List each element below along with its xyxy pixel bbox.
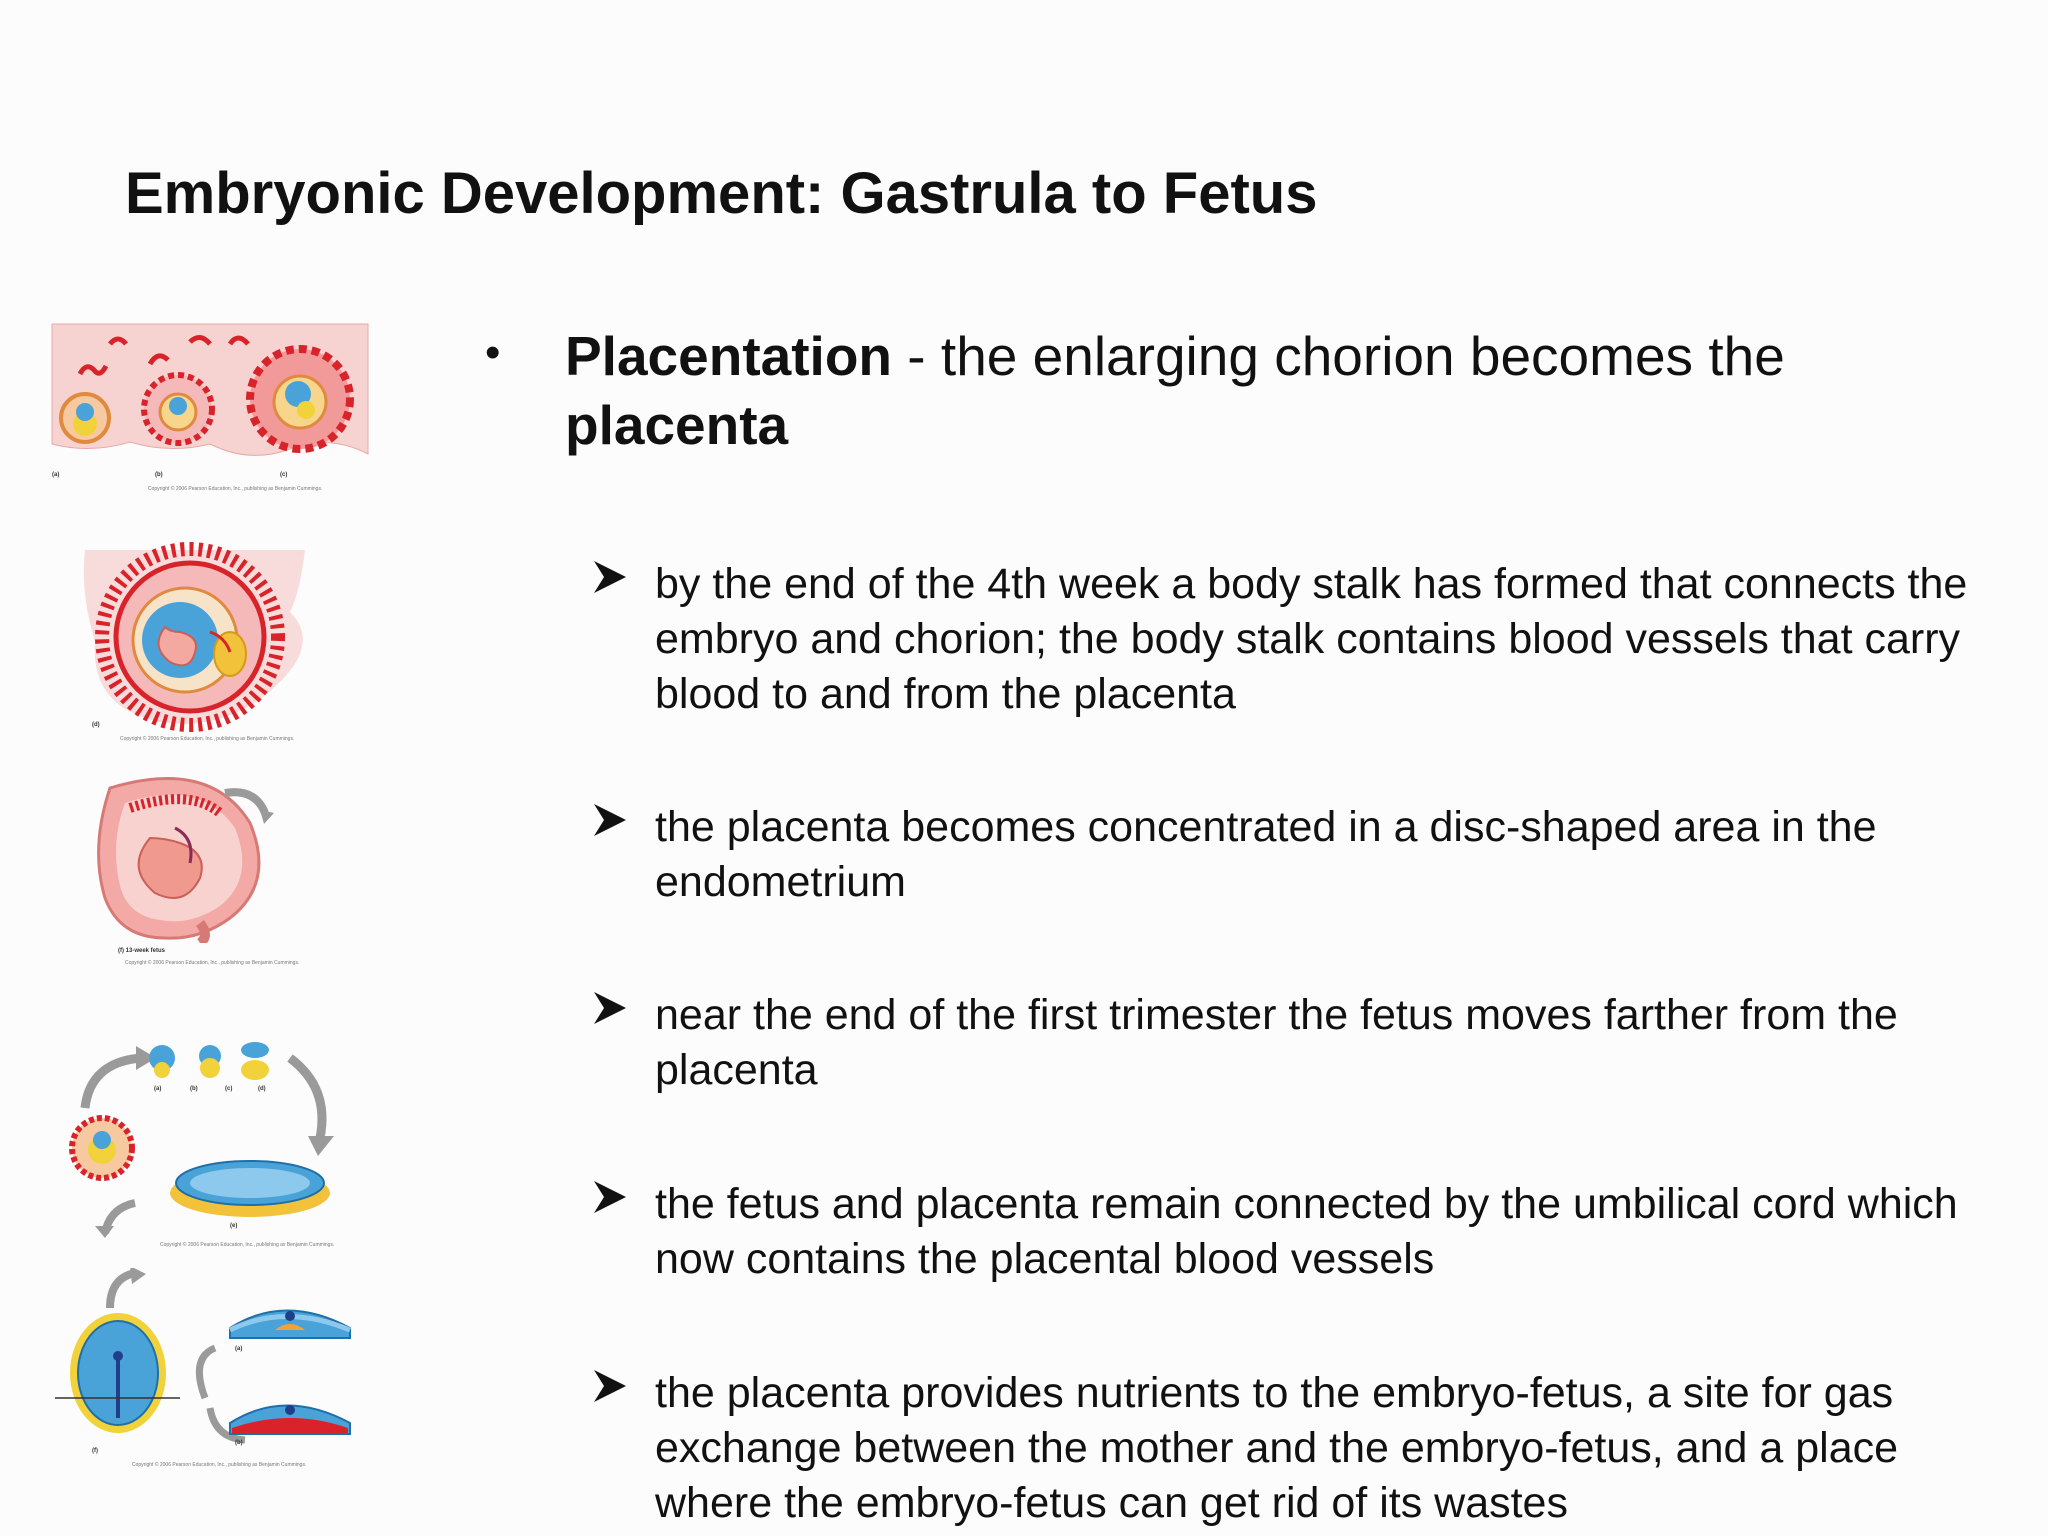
term-placenta: placenta bbox=[565, 394, 789, 456]
arrowhead-bullet-icon bbox=[590, 800, 630, 840]
sub-bullet-text: by the end of the 4th week a body stalk has formed that connects the embryo and chorion; the body stalk contains blood vessels that carry blood to and from the placenta bbox=[655, 560, 1968, 718]
main-bullet bbox=[480, 322, 1980, 460]
figure-label-b: (b) bbox=[235, 1440, 243, 1446]
figure-label-a: (a) bbox=[154, 1086, 162, 1092]
figure-implantation-stages bbox=[50, 314, 370, 492]
chorion-embryo-illustration bbox=[50, 532, 330, 732]
implantation-illustration bbox=[50, 314, 370, 464]
figure-column bbox=[50, 300, 390, 1530]
fetus-uterus-illustration bbox=[50, 768, 290, 943]
arrowhead-bullet-icon bbox=[590, 1366, 630, 1406]
slide-title: Embryonic Development: Gastrula to Fetus bbox=[125, 161, 1318, 226]
figure-label-c: (c) bbox=[280, 472, 288, 478]
main-bullet-text: - the enlarging chorion becomes the bbox=[892, 325, 1785, 387]
figure-copyright: Copyright © 2006 Pearson Education, Inc., publishing as Benjamin Cummings. bbox=[120, 736, 295, 742]
figure-label-a: (a) bbox=[235, 1346, 243, 1352]
figure-label-c: (c) bbox=[225, 1086, 233, 1092]
figure-neural-development bbox=[50, 1268, 370, 1468]
figure-label-d: (d) bbox=[92, 722, 100, 728]
bullet-dot: • bbox=[485, 328, 501, 377]
figure-label-f: (f) bbox=[92, 1448, 98, 1454]
figure-label-b: (b) bbox=[155, 472, 163, 478]
figure-chorionic-villi bbox=[50, 532, 330, 742]
figure-label-f: (f) 13-week fetus bbox=[118, 948, 166, 954]
figure-copyright: Copyright © 2006 Pearson Education, Inc., publishing as Benjamin Cummings. bbox=[148, 486, 323, 492]
sub-bullet-5 bbox=[655, 1366, 1975, 1531]
figure-copyright: Copyright © 2006 Pearson Education, Inc., publishing as Benjamin Cummings. bbox=[125, 960, 300, 966]
arrowhead-bullet-icon bbox=[590, 988, 630, 1028]
sub-bullet-2 bbox=[655, 800, 1975, 910]
neural-development-illustration bbox=[50, 1268, 370, 1468]
arrowhead-bullet-icon bbox=[590, 557, 630, 597]
figure-13-week-fetus bbox=[50, 768, 300, 966]
arrowhead-bullet-icon bbox=[590, 1177, 630, 1217]
sub-bullet-text: near the end of the first trimester the fetus moves farther from the placenta bbox=[655, 991, 1898, 1094]
sub-bullet-3 bbox=[655, 988, 1975, 1098]
sub-bullet-text: the fetus and placenta remain connected by the umbilical cord which now contains the placental blood vessels bbox=[655, 1180, 1958, 1283]
sub-bullet-4 bbox=[655, 1177, 1975, 1287]
figure-copyright: Copyright © 2006 Pearson Education, Inc., publishing as Benjamin Cummings. bbox=[132, 1462, 307, 1468]
figure-label-e: (e) bbox=[230, 1223, 238, 1229]
figure-label-d: (d) bbox=[258, 1086, 266, 1092]
figure-embryonic-disc bbox=[50, 1018, 370, 1248]
figure-copyright: Copyright © 2006 Pearson Education, Inc., publishing as Benjamin Cummings. bbox=[160, 1242, 335, 1248]
figure-label-b: (b) bbox=[190, 1086, 198, 1092]
slide-content bbox=[480, 322, 1980, 460]
embryonic-disc-illustration bbox=[50, 1018, 370, 1238]
sub-bullet-text: the placenta becomes concentrated in a disc-shaped area in the endometrium bbox=[655, 803, 1877, 906]
term-placentation: Placentation bbox=[565, 325, 893, 387]
figure-label-a: (a) bbox=[52, 472, 60, 478]
sub-bullet-1 bbox=[655, 557, 1975, 722]
sub-bullet-text: the placenta provides nutrients to the embryo-fetus, a site for gas exchange between the mother and the embryo-fetus, and a place where the embryo-fetus can get rid of its wastes bbox=[655, 1369, 1899, 1527]
